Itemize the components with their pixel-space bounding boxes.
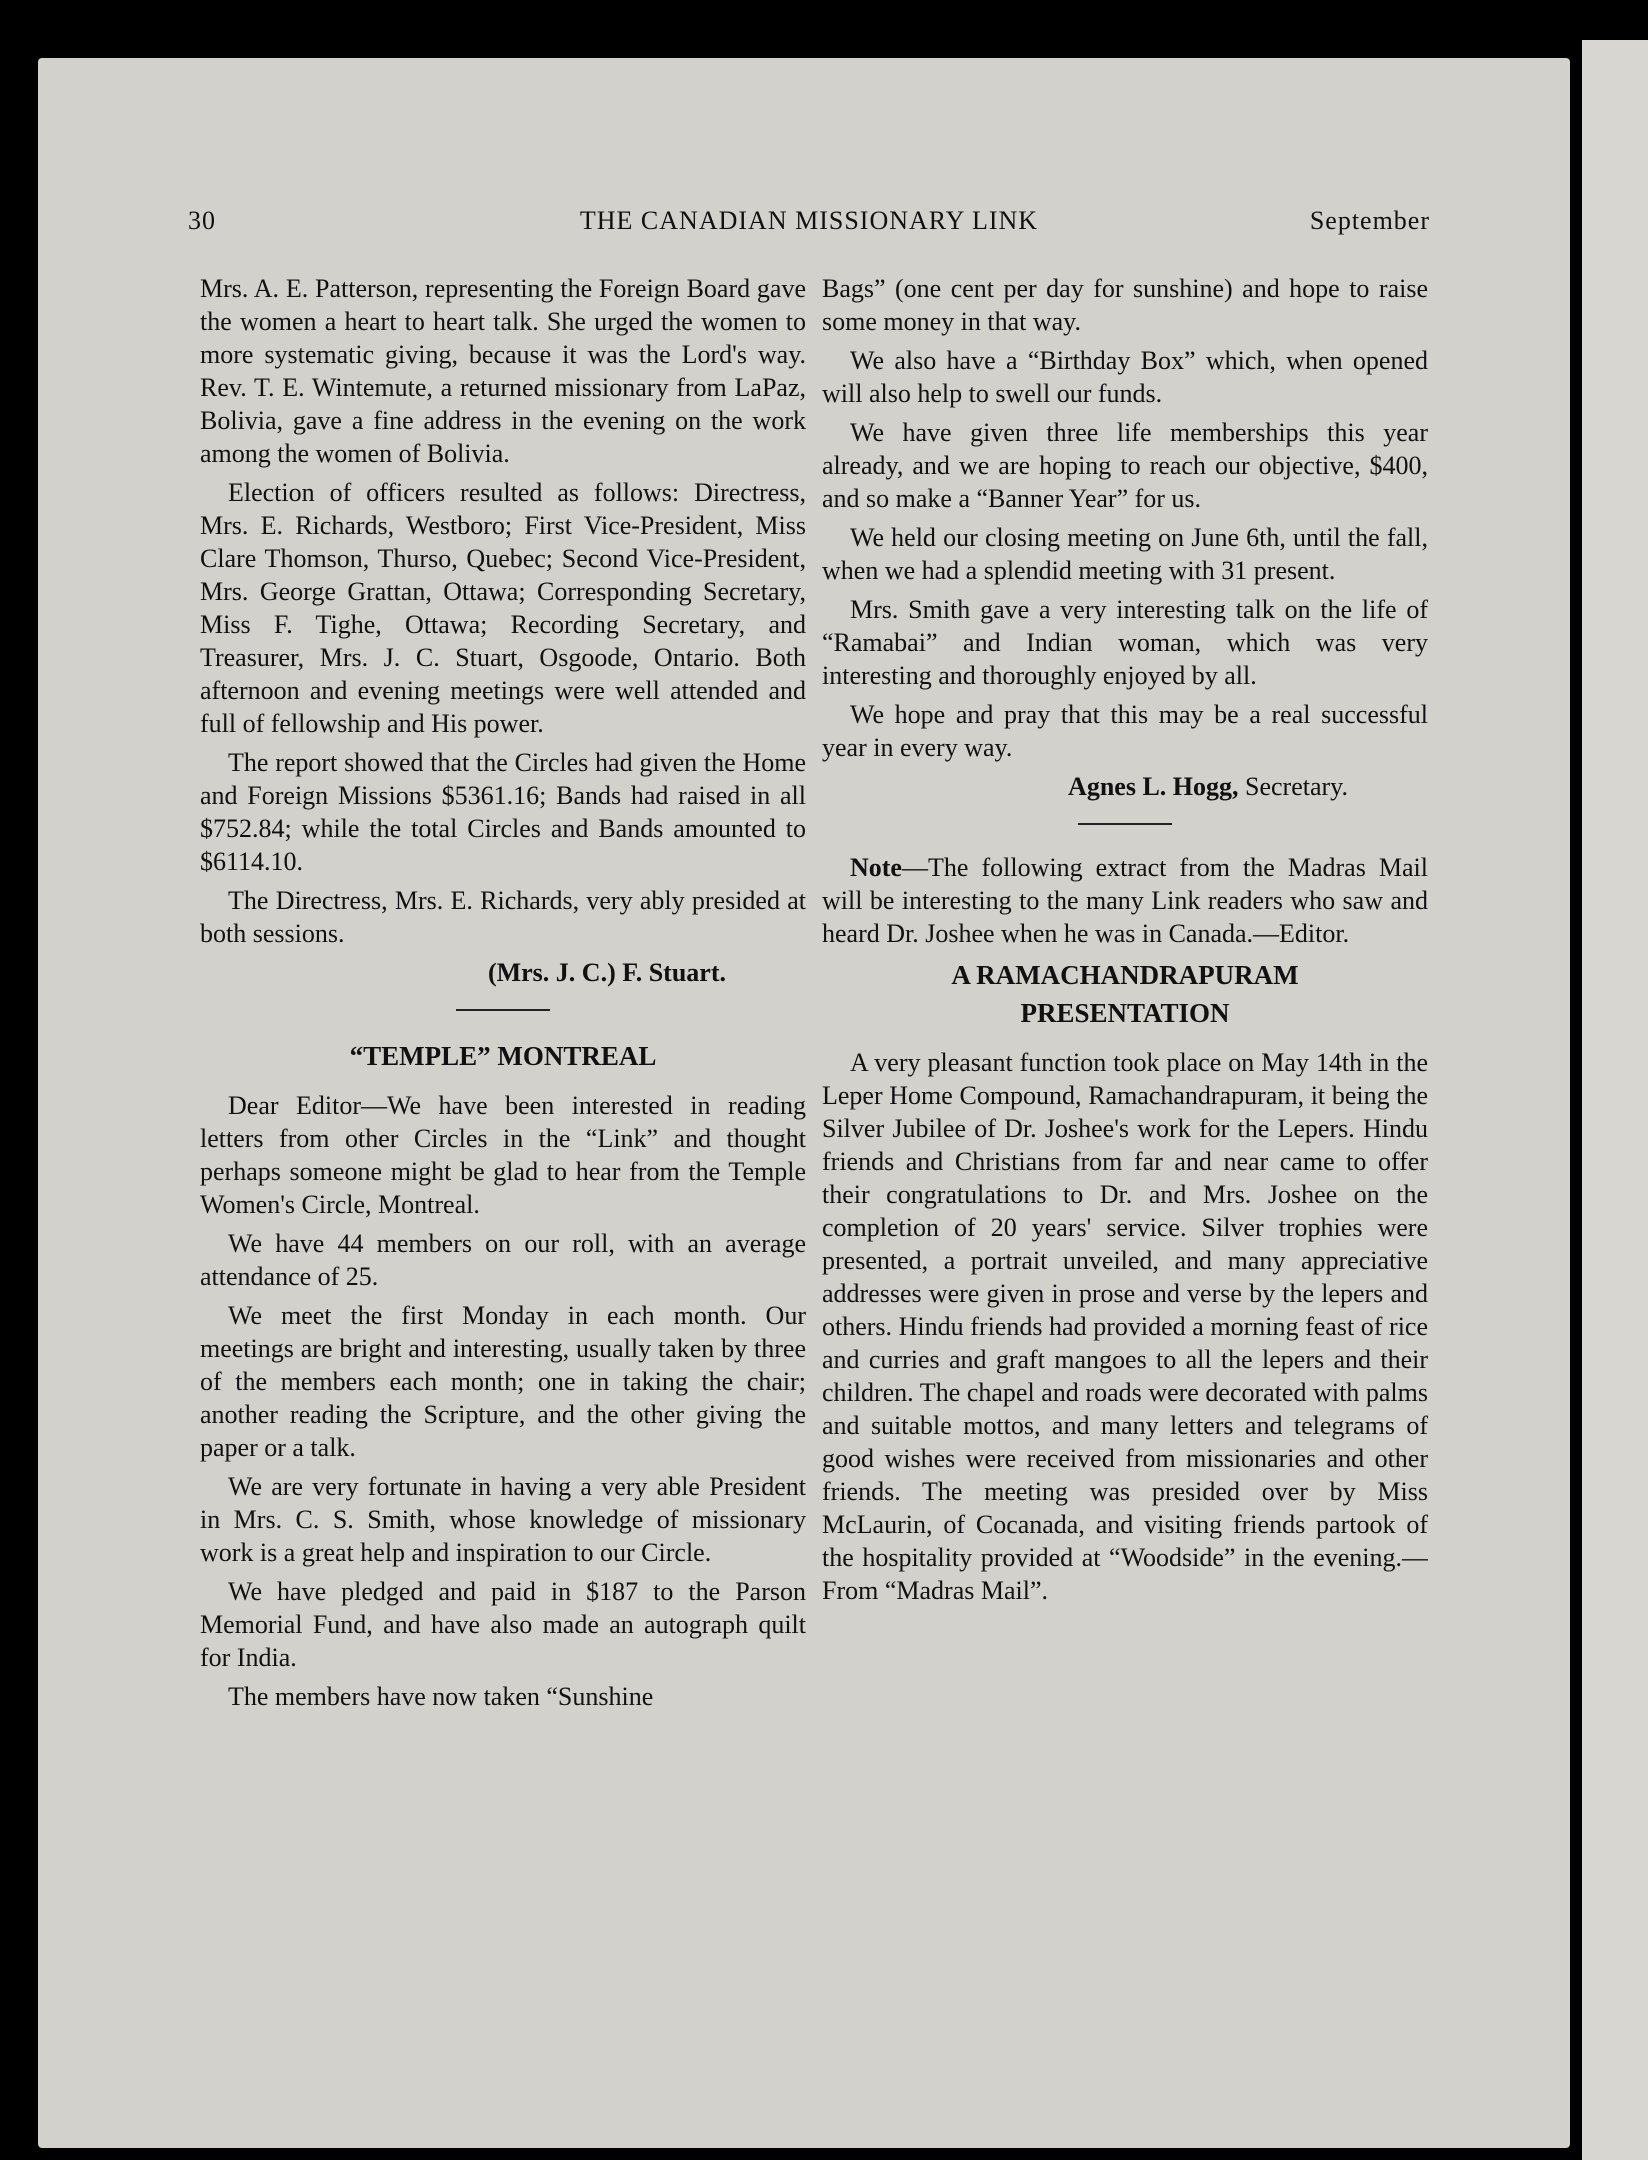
signature-role: Secretary. <box>1238 772 1348 801</box>
paragraph: The members have now taken “Sunshine <box>228 1682 654 1711</box>
signature-name: Agnes L. Hogg, <box>1068 772 1239 801</box>
paragraph: The report showed that the Circles had given the Home and Foreign Missions $5361.16; Bands had raised in all $752.84; while the total Circles and Bands amounted to $6114.10. <box>200 748 806 876</box>
article-heading <box>822 956 1428 1032</box>
paragraph: Election of officers resulted as follows: Directress, Mrs. E. Richards, Westboro; First Vice-President, Miss Clare Thomson, Thurso, Quebec; Second Vice-President, Mrs. George Grattan, Ottawa; Corresponding Secretary, Miss F. Tighe, Ottawa; Recording Secretary, and Treasurer, Mrs. J. C. Stuart, Osgoode, Ontario. Both afternoon and evening meetings were well attended and full of fellowship and His power. <box>200 478 806 738</box>
article-heading: “TEMPLE” MONTREAL <box>349 1041 657 1071</box>
left-column <box>200 272 806 1948</box>
editor-note <box>822 851 1428 950</box>
paragraph: The Directress, Mrs. E. Richards, very ably presided at both sessions. <box>200 886 806 948</box>
heading-line: A RAMACHANDRAPURAM <box>951 960 1299 990</box>
paragraph: Dear Editor—We have been interested in reading letters from other Circles in the “Link” and thought perhaps someone might be glad to hear from the Temple Women's Circle, Montreal. <box>200 1091 806 1219</box>
paragraph: We also have a “Birthday Box” which, when opened will also help to swell our funds. <box>822 346 1428 408</box>
section-divider <box>456 1009 550 1011</box>
paragraph: We have pledged and paid in $187 to the Parson Memorial Fund, and have also made an autograph quilt for India. <box>200 1577 806 1672</box>
paragraph: Mrs. A. E. Patterson, representing the Foreign Board gave the women a heart to heart talk. She urged the women to more systematic giving, because it was the Lord's way. Rev. T. E. Wintemute, a returned missionary from LaPaz, Bolivia, gave a fine address in the evening on the work among the women of Bolivia. <box>200 274 806 468</box>
issue-month: September <box>1309 206 1430 235</box>
note-label: Note <box>850 853 902 882</box>
paragraph: A very pleasant function took place on May 14th in the Leper Home Compound, Ramachandrapuram, it being the Silver Jubilee of Dr. Joshee's work for the Lepers. Hindu friends and Christians from far and near came to offer their congratulations to Dr. and Mrs. Joshee on the completion of 20 years' service. Silver trophies were presented, a portrait unveiled, and many appreciative addresses were given in prose and verse by the lepers and others. Hindu friends had provided a morning feast of rice and curries and graft mangoes to all the lepers and their children. The chapel and roads were decorated with palms and suitable mottos, and many letters and telegrams of good wishes were received from missionaries and other friends. The meeting was presided over by Miss McLaurin, of Cocanada, and visiting friends partook of the hospitality provided at “Woodside” in the evening.—From “Madras Mail”. <box>822 1048 1428 1605</box>
paragraph: We have 44 members on our roll, with an average attendance of 25. <box>200 1229 806 1291</box>
section-divider <box>1078 823 1172 825</box>
paragraph: We hope and pray that this may be a real successful year in every way. <box>822 700 1428 762</box>
publication-title: THE CANADIAN MISSIONARY LINK <box>579 206 1039 235</box>
paragraph: We held our closing meeting on June 6th, until the fall, when we had a splendid meeting with 31 present. <box>822 523 1428 585</box>
paragraph: We have given three life memberships this year already, and we are hoping to reach our objective, $400, and so make a “Banner Year” for us. <box>822 418 1428 513</box>
right-column <box>822 272 1428 1948</box>
paragraph: Bags” (one cent per day for sunshine) and hope to raise some money in that way. <box>822 274 1428 336</box>
note-text: —The following extract from the Madras Mail will be interesting to the many Link readers who saw and heard Dr. Joshee when he was in Canada.—Editor. <box>822 853 1428 948</box>
page-number: 30 <box>188 206 216 235</box>
paragraph: We are very fortunate in having a very able President in Mrs. C. S. Smith, whose knowledge of missionary work is a great help and inspiration to our Circle. <box>200 1472 806 1567</box>
letter-signature <box>822 770 1348 803</box>
article-signature: (Mrs. J. C.) F. Stuart. <box>487 958 726 987</box>
paragraph: We meet the first Monday in each month. Our meetings are bright and interesting, usually taken by three of the members each month; one in taking the chair; another reading the Scripture, and the other giving the paper or a talk. <box>200 1301 806 1462</box>
running-header <box>188 206 1430 246</box>
paragraph: Mrs. Smith gave a very interesting talk on the life of “Ramabai” and Indian woman, which was very interesting and thoroughly enjoyed by all. <box>822 595 1428 690</box>
next-page-edge <box>1582 40 1648 2160</box>
heading-line: PRESENTATION <box>1020 998 1230 1028</box>
